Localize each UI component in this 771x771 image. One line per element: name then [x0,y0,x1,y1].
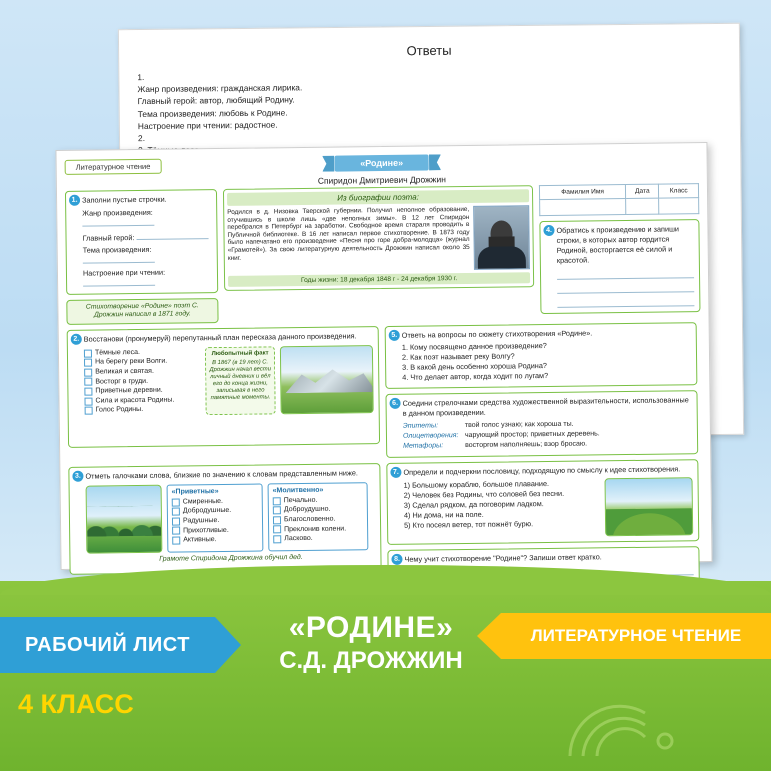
task-7-option[interactable]: 1) Большому кораблю, большое плавание. [403,478,550,490]
answers-line: 1. [137,71,145,83]
biography-column [223,185,535,323]
checkbox-icon[interactable] [84,359,92,367]
checkbox-icon[interactable] [273,526,281,534]
task-3-option-label: Добродушные. [182,507,232,515]
checkbox-icon[interactable] [85,407,93,415]
task-3-option-label: Благословенно. [283,515,336,524]
title-banner [221,151,543,187]
checkbox-icon[interactable] [84,388,92,396]
task-3-option-label: Преклонив колени. [284,525,347,533]
fun-fact-box [205,346,276,415]
task-4-prompt: Обратись к произведению и запиши строки, в которых автор гордится Родиной, восторгается её силой и красотой. [556,224,680,265]
task-7[interactable] [386,459,699,545]
task-1-field-hero[interactable] [82,230,211,243]
task-1[interactable] [65,189,218,295]
task-1-field-theme[interactable] [83,244,212,266]
task-7-option[interactable]: 3) Сделал рядком, да поговорим ладком. [403,498,544,510]
task-1-label-hero: Главный герой: [82,233,135,243]
banner-title-line1: «РОДИНЕ» [288,611,454,644]
answers-line: Тема произведения: любовь к Родине. [137,107,288,119]
task-3-option[interactable] [273,533,363,544]
answers-line: Жанр произведения: гражданская лирика. [137,82,303,95]
checkbox-icon[interactable] [273,535,281,543]
task-1-input-hero[interactable] [136,230,208,240]
task-8-number: 8. [391,554,402,565]
task-6-definition: твой голос узнаю; как хороша ты. [464,420,574,429]
checkbox-icon[interactable] [84,397,92,405]
task-2[interactable] [67,326,380,448]
task-4-line[interactable] [557,282,694,294]
top-section [65,183,701,325]
fun-fact-text: В 1867 (в 19 лет) С. Дрожжин начал вести личный дневник и вёл его до конца жизни, записывая в него памятные моменты. [209,359,272,401]
checkbox-icon[interactable] [172,517,180,525]
th-fullname: Фамилия Имя [539,185,625,200]
banner-title-line2: С.Д. ДРОЖЖИН [279,647,463,674]
task-3-group-1[interactable] [167,483,264,552]
right-column [539,183,701,319]
biography-years: Годы жизни: 18 декабря 1848 г - 24 декабря 1930 г. [228,272,530,287]
task-7-option[interactable]: 2) Человек без Родины, что соловей без песни. [403,488,565,500]
task-1-input-genre[interactable] [82,217,154,227]
task-6-definition: восторгом наполняешь; взор бросаю. [465,440,588,449]
task-2-column [67,326,381,462]
task-8-prompt: Чему учит стихотворение "Родине"? Запиши ответ кратко. [404,552,602,564]
th-date: Дата [626,184,659,198]
task-7-number: 7. [390,467,401,478]
worksheet-label: РАБОЧИЙ ЛИСТ [25,633,190,656]
task-1-field-mood[interactable] [83,267,212,289]
task-2-number: 2. [71,334,82,345]
task-5[interactable] [385,322,698,389]
checkbox-icon[interactable] [172,508,180,516]
subject-ribbon [501,613,771,659]
task-7-option[interactable]: 4) Ни дома, ни на поле. [403,509,484,520]
task-1-input-mood[interactable] [83,277,155,287]
task-3-option-label: Прихотливые. [183,526,229,535]
middle-section [67,322,703,462]
worksheet-label-ribbon [0,617,215,673]
task-3-caption: Грамоте Спиридона Дрожжина обучил дед. [159,553,303,563]
checkbox-icon[interactable] [84,368,92,376]
task-6-pair[interactable] [403,438,692,452]
task-2-item-label: Тёмные леса. [94,348,141,357]
meadow-photo [605,477,694,536]
left-column [65,189,219,325]
task-5-number: 5. [389,330,400,341]
task-6-definition: чарующий простор; приветных деревень. [464,430,600,439]
task-6-term: Эпитеты: [402,422,439,430]
biography-heading: Из биографии поэта: [227,189,529,206]
task-3-option-label: Доброудушно. [283,506,331,514]
task-5-prompt: Ответь на вопросы по сюжету стихотворения «Родине». [401,328,593,340]
mountain-photo [280,345,374,414]
task-3-option-label: Печально. [283,496,318,505]
checkbox-icon[interactable] [84,378,92,386]
task-7-option[interactable]: 5) Кто посеял ветер, тот пожнёт бурю. [404,519,534,530]
task-6-term: Метафоры: [403,442,444,450]
forest-photo [86,485,163,554]
task-2-item-label: Сила и красота Родины. [95,396,175,405]
task-3-option-label: Смиренные. [182,497,223,506]
task-6[interactable] [385,390,698,458]
task-2-item-label: Голос Родины. [95,406,144,414]
answers-line: 2. [137,133,146,144]
task-5-question-label: 3. В какой день особенно хороша Родина? [402,360,547,372]
task-3-group-1-title: «Приветные» [171,487,219,496]
task-1-input-theme[interactable] [83,254,155,264]
task-3[interactable] [68,463,381,575]
task-2-item-label: Восторг в груди. [95,377,149,386]
poem-title: «Родине» [334,154,429,171]
task-1-label-genre: Жанр произведения: [82,207,153,218]
task-4-line[interactable] [557,268,694,280]
task-6-prompt: Соедини стрелочками средства художественной выразительности, использованные в данном произведении. [402,395,689,418]
checkbox-icon[interactable] [172,498,180,506]
task-4[interactable] [539,219,700,314]
grade-badge: 4 КЛАСС [18,689,134,719]
biography-text: Родился в д. Низовка Тверской губернии. Получил неполное образование, отучившись в школе лишь «две неполных зимы». В 12 лет Спиридон перебрался в Петербург на заработки. Свободное время стараля проводить в Публичной библиотеке. В 16 лет написал первое стихотворение. В 1873 году было напечатано его произведение «Песня про горе добра-молодца» (журнал «Грамотей»). За свою литературную деятельность Дрожжин написал около 35 книг. [227,205,470,262]
answers-line: Главный герой: автор, любящий Родину. [137,94,295,107]
poet-portrait [473,205,530,270]
task-5-6-column [385,322,699,458]
task-5-question-label: 2. Как поэт называет реку Волгу? [401,351,515,362]
worksheet-header [65,149,699,189]
task-1-label-theme: Тема произведения: [82,244,152,255]
task-1-field-genre[interactable] [82,207,211,229]
input-fullname[interactable] [540,199,626,216]
task-6-number: 6. [390,398,401,409]
task-3-group-2[interactable] [268,482,369,551]
decorative-arcs-icon [565,701,685,761]
subject-label: ЛИТЕРАТУРНОЕ ЧТЕНИЕ [530,626,742,645]
task-3-group-2-title: «Молитвенно» [272,486,324,495]
task-7-prompt: Определи и подчеркни пословицу, подходящую по смыслу к идее стихотворения. [403,464,681,477]
bottom-banner [0,581,771,771]
task-4-number: 4. [543,225,554,236]
task-3-option-label: Радушные. [182,517,220,525]
task-3-number: 3. [72,470,83,481]
task-3-option-label: Ласково. [284,535,313,543]
checkbox-icon[interactable] [273,516,281,524]
worksheet-page [55,142,712,570]
input-class[interactable] [659,198,699,214]
task-3-prompt: Отметь галочками слова, близкие по значению к словам представленным ниже. [85,468,358,481]
task-6-term: Олицетворения: [402,431,459,440]
checkbox-icon[interactable] [273,506,281,514]
task-1-note: Стихотворение «Родине» поэт С. Дрожжин написал в 1871 году. [66,298,218,325]
th-class: Класс [659,184,699,198]
checkbox-icon[interactable] [172,536,180,544]
student-info-table[interactable] [539,183,699,216]
fun-fact-title: Любопытный факт [211,350,269,357]
biography-box [223,185,534,291]
task-2-item[interactable] [85,405,201,416]
task-1-label-mood: Настроение при чтении: [82,267,166,278]
task-5-question-label: 1. Кому посвящено данное произведение? [401,340,547,352]
checkbox-icon[interactable] [273,497,281,505]
input-date[interactable] [626,198,659,214]
task-1-prompt: Заполни пустые строчки. [82,194,167,205]
task-4-line[interactable] [557,296,694,308]
task-1-number: 1. [69,195,80,206]
answers-line: Настроение при чтении: радостное. [137,119,278,131]
task-2-prompt: Восстанови (пронумеруй) перепутанный план пересказа данного произведения. [83,331,357,344]
task-3-option-label: Активные. [183,536,217,544]
task-2-item-label: На берегу реки Волги. [95,358,168,366]
checkbox-icon[interactable] [172,527,180,535]
task-3-option[interactable] [172,535,258,546]
poem-author: Спиридон Дмитриевич Дрожжин [317,174,446,186]
task-2-item-label: Приветные деревни. [95,386,163,395]
task-5-question-label: 4. Что делает автор, когда ходит по лугам? [402,370,549,382]
answers-title: Ответы [406,42,452,59]
subject-chip: Литературное чтение [65,159,162,175]
task-5-question[interactable] [402,369,691,383]
checkbox-icon[interactable] [84,349,92,357]
task-2-item-label: Великая и святая. [95,367,154,376]
